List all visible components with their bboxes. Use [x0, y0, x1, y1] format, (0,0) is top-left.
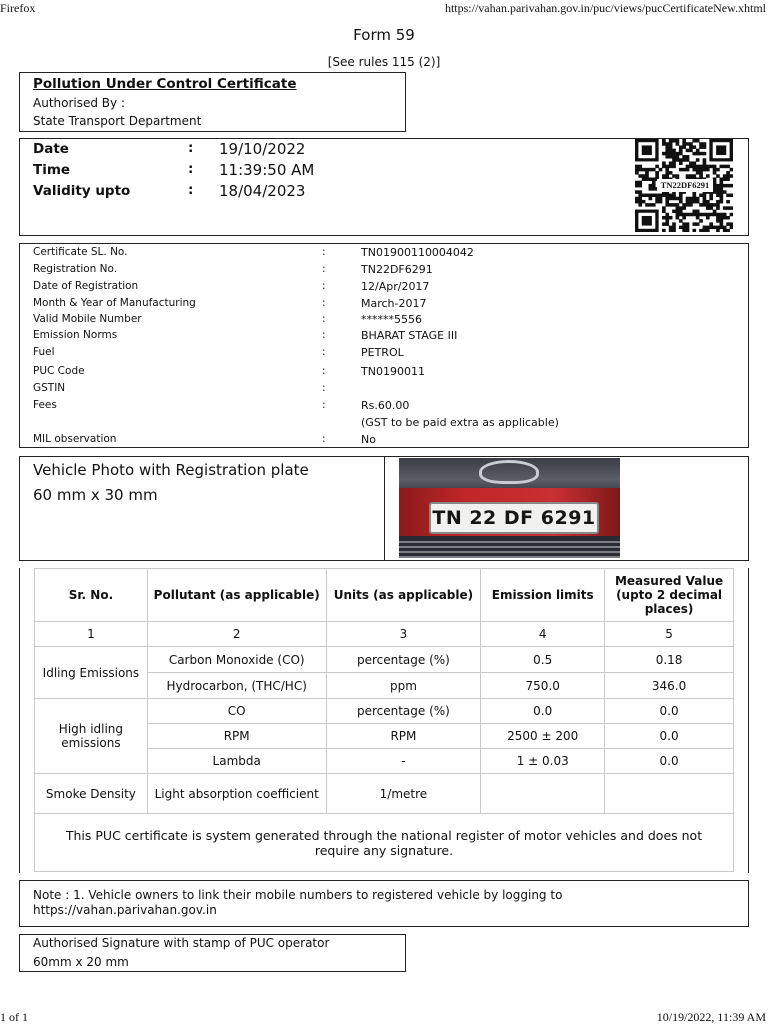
- detail-colon: :: [322, 365, 326, 377]
- signature-line1: Authorised Signature with stamp of PUC operator: [33, 936, 330, 950]
- detail-colon: :: [322, 280, 326, 292]
- pollutant-cell: Carbon Monoxide (CO): [147, 647, 326, 673]
- high-idling-label: High idling emissions: [35, 699, 148, 774]
- validity-colon: :: [188, 182, 194, 198]
- photo-caption-line1: Vehicle Photo with Registration plate: [33, 461, 309, 479]
- limit-cell: 0.5: [481, 647, 605, 673]
- header-limits: Emission limits: [481, 569, 605, 622]
- unit-cell: percentage (%): [326, 699, 481, 724]
- header-sr-no: Sr. No.: [35, 569, 148, 622]
- table-footer-row: [35, 814, 734, 872]
- certificate-header-box: [19, 72, 406, 132]
- limit-cell: 0.0: [481, 699, 605, 724]
- measured-cell: 0.0: [605, 724, 734, 749]
- pollutant-cell: CO: [147, 699, 326, 724]
- detail-colon: :: [322, 329, 326, 341]
- header-measured: Measured Value (upto 2 decimal places): [605, 569, 734, 622]
- smoke-label: Smoke Density: [35, 774, 148, 814]
- note-link: https://vahan.parivahan.gov.in: [33, 903, 217, 917]
- photo-divider: [384, 456, 385, 561]
- unit-cell: 1/metre: [326, 774, 481, 814]
- authorised-by-label: Authorised By :: [33, 96, 125, 110]
- form-title: Form 59: [353, 26, 415, 44]
- detail-colon: :: [322, 346, 326, 358]
- detail-value: Rs.60.00: [361, 399, 410, 412]
- detail-colon: :: [322, 433, 326, 445]
- detail-value: ******5556: [361, 313, 422, 326]
- detail-label: GSTIN: [33, 382, 66, 394]
- detail-value: No: [361, 433, 376, 446]
- col-number: 5: [605, 622, 734, 647]
- date-colon: :: [188, 140, 194, 156]
- qr-label: TN22DF6291: [657, 179, 713, 192]
- limit-cell: 1 ± 0.03: [481, 749, 605, 774]
- date-label: Date: [33, 141, 69, 157]
- date-value: 19/10/2022: [219, 140, 306, 158]
- limit-cell: 750.0: [481, 673, 605, 699]
- emissions-table: [34, 568, 734, 872]
- detail-label: Certificate SL. No.: [33, 246, 128, 258]
- col-number: 3: [326, 622, 481, 647]
- validity-label: Validity upto: [33, 183, 131, 199]
- authority-name: State Transport Department: [33, 114, 202, 128]
- time-colon: :: [188, 161, 194, 177]
- detail-label: Emission Norms: [33, 329, 118, 341]
- unit-cell: ppm: [326, 673, 481, 699]
- detail-label: PUC Code: [33, 365, 85, 377]
- table-row: [35, 699, 734, 724]
- detail-value: TN01900110004042: [361, 246, 474, 259]
- measured-cell: 0.0: [605, 749, 734, 774]
- signature-box: [19, 934, 406, 972]
- detail-label: Month & Year of Manufacturing: [33, 297, 196, 309]
- note-line1: Note : 1. Vehicle owners to link their mobile numbers to registered vehicle by logging to: [33, 888, 563, 902]
- col-number: 4: [481, 622, 605, 647]
- system-generated-note: This PUC certificate is system generated through the national register of motor vehicles and does not require any signature.: [35, 814, 734, 872]
- table-header-row: [35, 569, 734, 622]
- vehicle-logo: [479, 460, 539, 484]
- page-count: 1 of 1: [0, 1010, 28, 1024]
- measured-cell: 0.18: [605, 647, 734, 673]
- detail-colon: :: [322, 399, 326, 411]
- qr-code: [635, 139, 733, 232]
- detail-colon: :: [322, 246, 326, 258]
- detail-label: Date of Registration: [33, 280, 139, 292]
- detail-value: BHARAT STAGE III: [361, 329, 458, 342]
- idling-label: Idling Emissions: [35, 647, 148, 699]
- number-plate: [429, 502, 599, 534]
- vehicle-grille: [399, 538, 620, 558]
- header-pollutant: Pollutant (as applicable): [147, 569, 326, 622]
- col-number: 1: [35, 622, 148, 647]
- pollutant-cell: Light absorption coefficient: [147, 774, 326, 814]
- unit-cell: -: [326, 749, 481, 774]
- certificate-title: Pollution Under Control Certificate: [33, 76, 297, 92]
- detail-value: TN22DF6291: [361, 263, 433, 276]
- detail-colon: :: [322, 382, 326, 394]
- table-row: [35, 647, 734, 673]
- detail-colon: :: [322, 313, 326, 325]
- table-row-numbers: [35, 622, 734, 647]
- measured-cell: 0.0: [605, 699, 734, 724]
- detail-value: TN0190011: [361, 365, 425, 378]
- detail-label: Registration No.: [33, 263, 118, 275]
- detail-value: March-2017: [361, 297, 427, 310]
- number-plate-text: TN 22 DF 6291: [432, 507, 596, 529]
- detail-label: Valid Mobile Number: [33, 313, 142, 325]
- validity-value: 18/04/2023: [219, 182, 306, 200]
- form-rules: [See rules 115 (2)]: [327, 55, 441, 69]
- measured-cell: 346.0: [605, 673, 734, 699]
- measured-cell: [605, 774, 734, 814]
- time-label: Time: [33, 162, 71, 178]
- note-box: [19, 880, 749, 927]
- limit-cell: [481, 774, 605, 814]
- table-row: [35, 774, 734, 814]
- detail-label: Fees: [33, 399, 57, 411]
- browser-name: Firefox: [0, 1, 36, 15]
- unit-cell: percentage (%): [326, 647, 481, 673]
- limit-cell: 2500 ± 200: [481, 724, 605, 749]
- unit-cell: RPM: [326, 724, 481, 749]
- detail-colon: :: [322, 297, 326, 309]
- vehicle-photo: [399, 458, 620, 558]
- detail-label: Fuel: [33, 346, 55, 358]
- time-value: 11:39:50 AM: [219, 161, 315, 179]
- detail-colon: :: [322, 263, 326, 275]
- col-number: 2: [147, 622, 326, 647]
- header-units: Units (as applicable): [326, 569, 481, 622]
- page-url: https://vahan.parivahan.gov.in/puc/views/pucCertificateNew.xhtml: [444, 1, 766, 15]
- detail-value: 12/Apr/2017: [361, 280, 430, 293]
- detail-label: MIL observation: [33, 433, 117, 445]
- pollutant-cell: Lambda: [147, 749, 326, 774]
- pollutant-cell: Hydrocarbon, (THC/HC): [147, 673, 326, 699]
- detail-value: PETROL: [361, 346, 404, 359]
- pollutant-cell: RPM: [147, 724, 326, 749]
- vehicle-details-box: [19, 243, 749, 448]
- vehicle-photo-box: [19, 456, 749, 561]
- print-timestamp: 10/19/2022, 11:39 AM: [656, 1010, 766, 1024]
- signature-line2: 60mm x 20 mm: [33, 955, 129, 969]
- detail-value-note: (GST to be paid extra as applicable): [361, 416, 559, 429]
- photo-caption-line2: 60 mm x 30 mm: [33, 486, 158, 504]
